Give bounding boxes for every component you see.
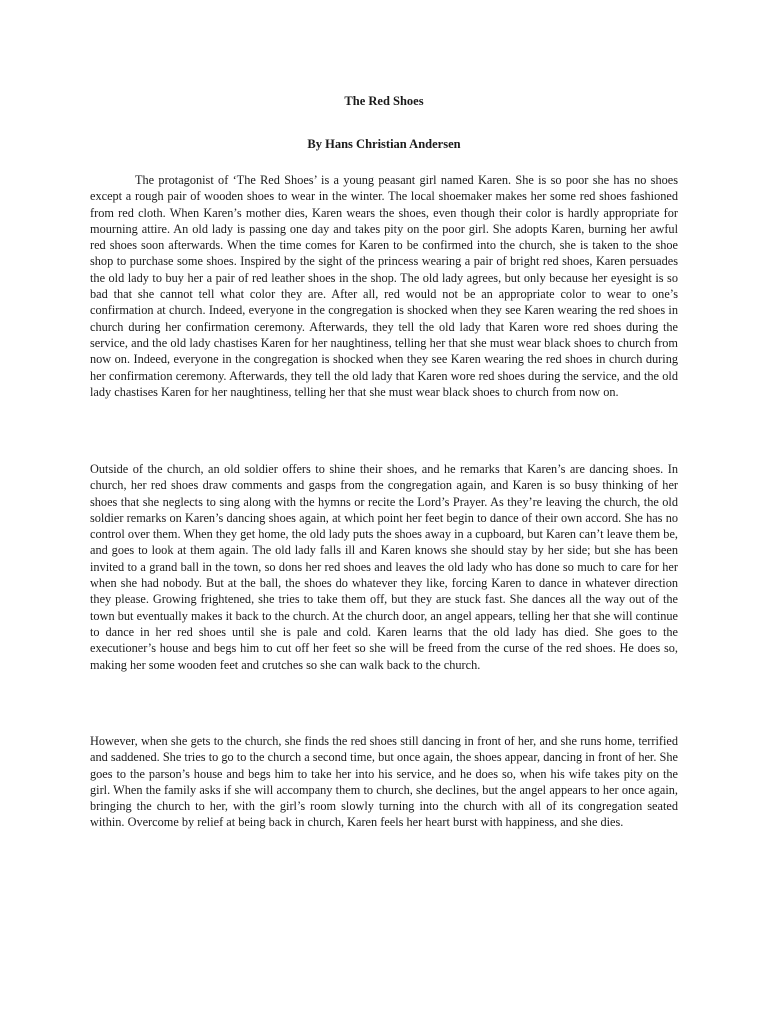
paragraph-2: Outside of the church, an old soldier offers to shine their shoes, and he remarks that Karen’s are dancing shoes. In church, her red shoes draw comments and gasps from the congregation again, and Karen is so busy thinking of her shoes that she neglects to sing along with the hymns or recite the Lord’s Prayer. As they’re leaving the church, the old soldier remarks on Karen’s dancing shoes again, at which point her feet begin to dance of their own accord. She has no control over them. When they get home, the old lady puts the shoes away in a cupboard, but Karen can’t leave them be, and goes to look at them again. The old lady falls ill and Karen knows she should stay by her side; but she has been invited to a grand ball in the town, so dons her red shoes and leaves the old lady who has done so much to care for her when she had nobody. But at the ball, the shoes do whatever they like, forcing Karen to dance in whatever direction they please. Growing frightened, she tries to take them off, but they are stuck fast. She dances all the way out of the town but eventually makes it back to the church. At the church door, an angel appears, telling her that she will continue to dance in her red shoes until she is pale and cold. Karen learns that the old lady has died. She goes to the executioner’s house and begs him to cut off her feet so she will be freed from the curse of the red shoes. He does so, making her some wooden feet and crutches so she can walk back to the church. <box>90 462 678 672</box>
paragraph-3: However, when she gets to the church, she finds the red shoes still dancing in front of her, and she runs home, terrified and saddened. She tries to go to the church a second time, but once again, the shoes appear, dancing in front of her. She goes to the parson’s house and begs him to take her into his service, and he does so, when his wife takes pity on the girl. When the family asks if she will accompany them to church, she declines, but the angel appears to her once again, bringing the church to her, with the girl’s room slowly turning into the church with all of its congregation seated within. Overcome by relief at being back in church, Karen feels her heart burst with happiness, and she dies. <box>90 734 678 830</box>
document-author: By Hans Christian Andersen <box>307 137 461 151</box>
paragraph-1: The protagonist of ‘The Red Shoes’ is a young peasant girl named Karen. She is so poor she has no shoes except a rough pair of wooden shoes to wear in the winter. The local shoemaker makes her some red shoes fashioned from red cloth. When Karen’s mother dies, Karen wears the shoes, even though their color is hardly appropriate for mourning attire. An old lady is passing one day and takes pity on the poor girl. She adopts Karen, burning her awful red shoes soon afterwards. When the time comes for Karen to be confirmed into the church, she is taken to the shoe shop to purchase some shoes. Inspired by the sight of the princess wearing a pair of bright red shoes, Karen persuades the old lady to buy her a pair of red leather shoes in the shop. The old lady agrees, but only because her eyesight is so bad that she cannot tell what color they are. After all, red would not be an appropriate color to wear to one’s confirmation at church. Indeed, everyone in the congregation is shocked when they see Karen wearing the red shoes in church during her confirmation ceremony. Afterwards, they tell the old lady that Karen wore red shoes during the service, and the old lady chastises Karen for her naughtiness, telling her that she must wear black shoes to church from now on. Indeed, everyone in the congregation is shocked when they see Karen wearing the red shoes in church during her confirmation ceremony. Afterwards, they tell the old lady that Karen wore red shoes during the service, and the old lady chastises Karen for her naughtiness, telling her that she must wear black shoes to church from now on. <box>90 173 678 399</box>
document-title: The Red Shoes <box>344 94 424 108</box>
